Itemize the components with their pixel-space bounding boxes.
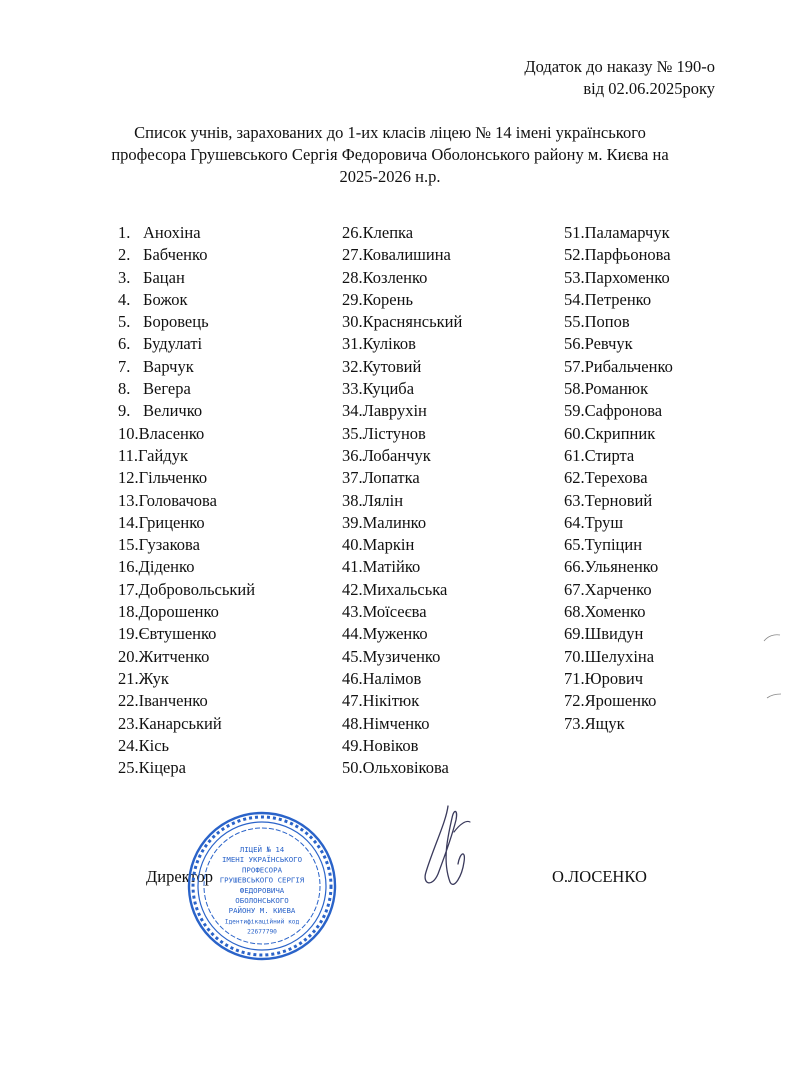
student-list-item xyxy=(342,445,462,467)
student-list-item xyxy=(564,713,673,735)
stamp-text-line: ГРУШЕВСЬКОГО СЕРГІЯ xyxy=(219,875,305,885)
student-surname: Будулаті xyxy=(143,334,203,354)
student-number: 57. xyxy=(564,356,585,376)
student-number: 27. xyxy=(342,245,363,265)
student-number: 19. xyxy=(118,624,139,644)
student-list-item xyxy=(118,534,255,556)
student-list-item xyxy=(342,490,462,512)
student-list-item xyxy=(118,690,255,712)
student-number: 34. xyxy=(342,401,363,421)
student-surname: Гайдук xyxy=(138,445,188,465)
student-number: 41. xyxy=(342,557,363,577)
student-list-item xyxy=(564,556,673,578)
student-surname: Кісь xyxy=(138,735,170,755)
director-name: О.ЛОСЕНКО xyxy=(552,867,647,886)
student-number: 64. xyxy=(564,512,585,532)
student-list-item xyxy=(564,378,673,400)
student-number: 2. xyxy=(118,245,131,265)
student-surname: Муженко xyxy=(362,624,428,644)
student-surname: Моїсеєва xyxy=(362,602,427,622)
margin-mark xyxy=(766,690,782,700)
student-number: 42. xyxy=(342,579,363,599)
student-surname: Житченко xyxy=(138,646,210,666)
student-list-item xyxy=(118,556,255,578)
student-surname: Пархоменко xyxy=(584,267,670,287)
student-list-item xyxy=(342,713,462,735)
student-list-item xyxy=(118,757,255,779)
student-surname: Вегера xyxy=(143,379,191,399)
stamp-text-line: ПРОФЕСОРА xyxy=(241,865,283,875)
document-title xyxy=(90,122,690,188)
student-surname: Юрович xyxy=(584,668,644,688)
student-number: 66. xyxy=(564,557,585,577)
student-number: 55. xyxy=(564,312,585,332)
student-number: 25. xyxy=(118,758,139,778)
student-list-item xyxy=(564,601,673,623)
student-number: 38. xyxy=(342,490,363,510)
student-list-item xyxy=(342,534,462,556)
student-surname: Ольховікова xyxy=(362,758,449,778)
student-surname: Кіцера xyxy=(138,758,186,778)
stamp-text-line: ІМЕНІ УКРАЇНСЬКОГО xyxy=(221,855,303,865)
student-list-item xyxy=(118,646,255,668)
student-surname: Гільченко xyxy=(138,468,208,488)
student-surname: Боровець xyxy=(143,312,209,332)
student-list-item xyxy=(342,356,462,378)
student-list-item xyxy=(342,579,462,601)
student-number: 56. xyxy=(564,334,585,354)
student-column-3 xyxy=(564,222,673,735)
student-surname: Німченко xyxy=(362,713,430,733)
student-list-item xyxy=(564,400,673,422)
student-list-item xyxy=(118,222,255,244)
student-list-item xyxy=(342,423,462,445)
student-number: 39. xyxy=(342,512,363,532)
student-list-item xyxy=(118,423,255,445)
student-surname: Терехова xyxy=(584,468,648,488)
student-list-item xyxy=(564,579,673,601)
student-surname: Ящук xyxy=(584,713,625,733)
student-number: 67. xyxy=(564,579,585,599)
student-number: 69. xyxy=(564,624,585,644)
student-surname: Іванченко xyxy=(138,691,208,711)
student-surname: Тупіцин xyxy=(584,535,643,555)
student-number: 49. xyxy=(342,735,363,755)
student-number: 58. xyxy=(564,379,585,399)
student-list-item xyxy=(118,267,255,289)
student-number: 18. xyxy=(118,602,139,622)
student-list-item xyxy=(564,490,673,512)
student-surname: Скрипник xyxy=(584,423,656,443)
student-surname: Ревчук xyxy=(584,334,633,354)
student-number: 8. xyxy=(118,379,131,399)
student-surname: Лаврухін xyxy=(362,401,427,421)
student-surname: Стирта xyxy=(584,445,635,465)
student-surname: Новіков xyxy=(362,735,419,755)
margin-mark xyxy=(762,632,782,644)
student-number: 6. xyxy=(118,334,131,354)
student-surname: Музиченко xyxy=(362,646,441,666)
student-number: 31. xyxy=(342,334,363,354)
student-list-item xyxy=(342,690,462,712)
student-number: 73. xyxy=(564,713,585,733)
student-number: 14. xyxy=(118,512,139,532)
student-number: 11. xyxy=(118,445,139,465)
appendix-date: від 02.06.2025року xyxy=(583,79,715,98)
student-list-item xyxy=(118,713,255,735)
student-surname: Корень xyxy=(362,289,413,309)
student-list-item xyxy=(342,735,462,757)
student-list-item xyxy=(564,623,673,645)
student-number: 3. xyxy=(118,267,131,287)
student-number: 26. xyxy=(342,223,363,242)
student-number: 21. xyxy=(118,668,139,688)
student-list-item xyxy=(342,222,462,244)
student-list-item xyxy=(564,445,673,467)
student-list-item xyxy=(564,267,673,289)
student-list-item xyxy=(342,333,462,355)
student-number: 16. xyxy=(118,557,139,577)
student-number: 45. xyxy=(342,646,363,666)
student-list-item xyxy=(342,311,462,333)
student-list-item xyxy=(564,356,673,378)
stamp-text-line: 22677790 xyxy=(247,928,277,936)
student-column-2 xyxy=(342,222,462,779)
student-surname: Парфьонова xyxy=(584,245,671,265)
stamp-text-line: Ідентифікаційний код xyxy=(224,918,300,926)
student-surname: Маркін xyxy=(362,535,415,555)
student-surname: Євтушенко xyxy=(138,624,217,644)
student-number: 60. xyxy=(564,423,585,443)
student-list-item xyxy=(342,378,462,400)
student-surname: Паламарчук xyxy=(584,223,670,242)
student-surname: Шелухіна xyxy=(584,646,655,666)
student-number: 30. xyxy=(342,312,363,332)
student-list-item xyxy=(564,646,673,668)
student-list-item xyxy=(342,400,462,422)
student-surname: Ярошенко xyxy=(584,691,657,711)
student-number: 47. xyxy=(342,691,363,711)
student-number: 9. xyxy=(118,401,131,421)
student-number: 36. xyxy=(342,445,363,465)
student-number: 43. xyxy=(342,602,363,622)
student-surname: Жук xyxy=(138,668,169,688)
student-surname: Лістунов xyxy=(362,423,426,443)
stamp-text-line: ЛІЦЕЙ № 14 xyxy=(239,845,285,854)
student-surname: Налімов xyxy=(362,668,422,688)
student-list-item xyxy=(118,512,255,534)
student-surname: Малинко xyxy=(362,512,427,532)
title-line-1: Список учнів, зарахованих до 1-их класів ліцею № 14 імені українського xyxy=(134,123,646,142)
student-surname: Терновий xyxy=(584,490,653,510)
student-list-item xyxy=(118,311,255,333)
student-list-item xyxy=(564,222,673,244)
student-surname: Краснянський xyxy=(362,312,463,332)
student-surname: Кутовий xyxy=(362,356,422,376)
student-surname: Романюк xyxy=(584,379,649,399)
student-surname: Ковалишина xyxy=(362,245,451,265)
student-list-item xyxy=(118,623,255,645)
student-number: 22. xyxy=(118,691,139,711)
student-list-item xyxy=(118,735,255,757)
student-number: 40. xyxy=(342,535,363,555)
title-line-2: професора Грушевського Сергія Федоровича Оболонського району м. Києва на xyxy=(111,145,669,164)
student-number: 70. xyxy=(564,646,585,666)
student-number: 50. xyxy=(342,758,363,778)
student-list-item xyxy=(342,623,462,645)
student-surname: Сафронова xyxy=(584,401,663,421)
student-list-item xyxy=(342,267,462,289)
student-list-item xyxy=(564,512,673,534)
student-surname: Дорошенко xyxy=(138,602,219,622)
student-list-item xyxy=(118,445,255,467)
student-surname: Хоменко xyxy=(584,602,646,622)
student-surname: Михальська xyxy=(362,579,448,599)
appendix-reference xyxy=(524,56,715,100)
student-surname: Матійко xyxy=(362,557,421,577)
student-list-item xyxy=(564,690,673,712)
student-surname: Добровольський xyxy=(138,579,256,599)
student-list-item xyxy=(118,378,255,400)
student-surname: Куциба xyxy=(362,379,415,399)
student-list-item xyxy=(342,601,462,623)
student-number: 10. xyxy=(118,423,139,443)
student-list-item xyxy=(118,467,255,489)
director-label: Директор xyxy=(146,867,213,886)
student-surname: Власенко xyxy=(138,423,205,443)
student-number: 12. xyxy=(118,468,139,488)
student-surname: Лобанчук xyxy=(362,445,431,465)
student-number: 61. xyxy=(564,445,585,465)
student-list-item xyxy=(342,467,462,489)
student-list-item xyxy=(118,579,255,601)
student-surname: Бацан xyxy=(143,267,185,287)
stamp-text-line: РАЙОНУ М. КИЄВА xyxy=(228,906,296,916)
student-list-item xyxy=(118,333,255,355)
student-column-1 xyxy=(118,222,255,779)
student-surname: Швидун xyxy=(584,624,644,644)
student-list-item xyxy=(564,289,673,311)
student-number: 20. xyxy=(118,646,139,666)
student-list-item xyxy=(118,400,255,422)
title-line-3: 2025-2026 н.р. xyxy=(339,167,441,186)
student-surname: Канарський xyxy=(138,713,222,733)
student-list-item xyxy=(342,757,462,779)
student-surname: Головачова xyxy=(138,490,217,510)
student-number: 46. xyxy=(342,668,363,688)
student-list-item xyxy=(564,423,673,445)
student-surname: Козленко xyxy=(362,267,428,287)
director-signature xyxy=(408,802,488,892)
student-list-item xyxy=(564,333,673,355)
student-surname: Бабченко xyxy=(143,245,208,265)
student-list-item xyxy=(342,556,462,578)
student-list-item xyxy=(342,512,462,534)
student-number: 32. xyxy=(342,356,363,376)
student-number: 48. xyxy=(342,713,363,733)
student-surname: Гриценко xyxy=(138,512,205,532)
student-number: 1. xyxy=(118,223,131,242)
signature-block xyxy=(0,800,785,980)
student-surname: Куліков xyxy=(362,334,416,354)
student-surname: Ульяненко xyxy=(584,557,659,577)
student-number: 65. xyxy=(564,535,585,555)
student-list-item xyxy=(564,534,673,556)
student-list-item xyxy=(118,668,255,690)
student-number: 37. xyxy=(342,468,363,488)
student-number: 54. xyxy=(564,289,585,309)
student-number: 28. xyxy=(342,267,363,287)
student-number: 13. xyxy=(118,490,139,510)
student-number: 62. xyxy=(564,468,585,488)
student-surname: Анохіна xyxy=(143,223,201,242)
stamp-text-line: ФЕДОРОВИЧА xyxy=(239,885,285,895)
student-surname: Діденко xyxy=(138,557,195,577)
student-number: 53. xyxy=(564,267,585,287)
student-number: 24. xyxy=(118,735,139,755)
student-number: 5. xyxy=(118,312,131,332)
student-surname: Гузакова xyxy=(138,535,200,555)
student-number: 35. xyxy=(342,423,363,443)
student-number: 71. xyxy=(564,668,585,688)
student-number: 52. xyxy=(564,245,585,265)
student-list-item xyxy=(342,244,462,266)
student-surname: Нікітюк xyxy=(362,691,420,711)
student-number: 15. xyxy=(118,535,139,555)
appendix-order-number: Додаток до наказу № 190-о xyxy=(524,57,715,76)
student-list-item xyxy=(564,311,673,333)
student-number: 7. xyxy=(118,356,131,376)
student-surname: Варчук xyxy=(143,356,194,376)
student-surname: Петренко xyxy=(584,289,652,309)
student-surname: Клепка xyxy=(362,223,414,242)
student-number: 17. xyxy=(118,579,139,599)
student-number: 59. xyxy=(564,401,585,421)
student-number: 29. xyxy=(342,289,363,309)
student-list-item xyxy=(118,490,255,512)
student-list-item xyxy=(342,289,462,311)
student-surname: Лопатка xyxy=(362,468,420,488)
student-surname: Рибальченко xyxy=(584,356,673,376)
student-number: 33. xyxy=(342,379,363,399)
student-surname: Попов xyxy=(584,312,630,332)
student-surname: Божок xyxy=(143,289,188,309)
student-list-item xyxy=(564,467,673,489)
student-list-item xyxy=(118,601,255,623)
student-number: 4. xyxy=(118,289,131,309)
student-list-item xyxy=(118,289,255,311)
student-surname: Величко xyxy=(143,401,203,421)
student-list-item xyxy=(118,356,255,378)
student-number: 23. xyxy=(118,713,139,733)
student-list-item xyxy=(118,244,255,266)
student-number: 72. xyxy=(564,691,585,711)
student-list-item xyxy=(342,668,462,690)
student-number: 51. xyxy=(564,223,585,242)
student-list-item xyxy=(564,244,673,266)
student-surname: Харченко xyxy=(584,579,652,599)
student-number: 68. xyxy=(564,602,585,622)
stamp-text-line: ОБОЛОНСЬКОГО xyxy=(235,896,289,905)
school-stamp xyxy=(184,808,340,964)
student-surname: Лялін xyxy=(362,490,404,510)
student-number: 44. xyxy=(342,624,363,644)
student-surname: Труш xyxy=(584,512,624,532)
student-list-item xyxy=(342,646,462,668)
student-list-item xyxy=(564,668,673,690)
student-number: 63. xyxy=(564,490,585,510)
